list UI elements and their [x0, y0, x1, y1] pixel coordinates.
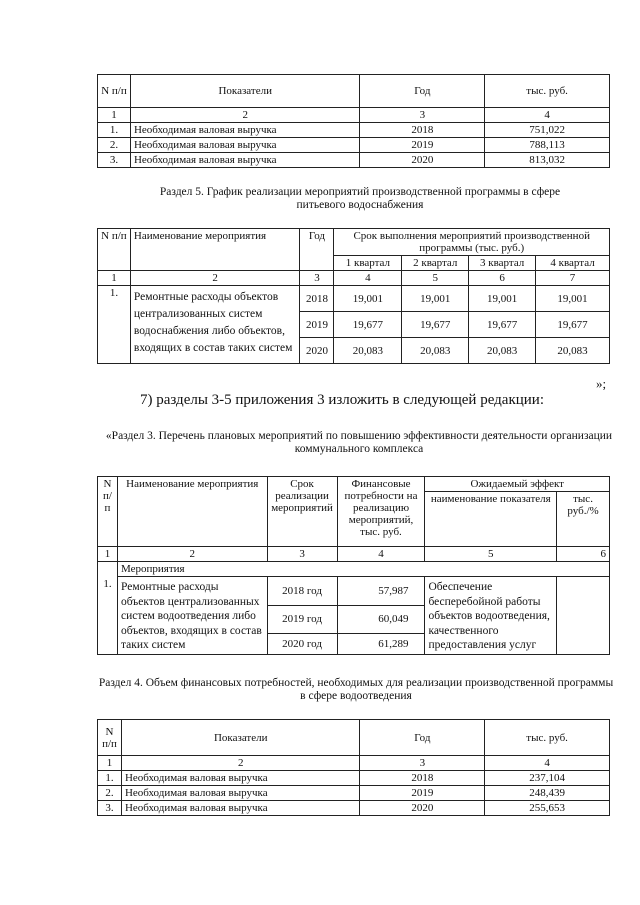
financial-need: 57,987	[337, 577, 425, 606]
col-header-year: Год	[300, 229, 334, 271]
indicator-name: Необходимая валовая выручка	[130, 138, 360, 153]
col-number: 1	[98, 547, 118, 562]
measures-table-wastewater	[97, 476, 610, 655]
col-header-term: Срок реализации мероприятий	[267, 477, 337, 547]
col-header-n: N п/п	[98, 229, 131, 271]
table-row	[98, 577, 610, 606]
col-number: 6	[469, 271, 536, 286]
event-name: Ремонтные расходы объектов централизованных систем водоотведения либо объектов, входящих в состав таких систем	[117, 577, 267, 655]
indicator-name: Необходимая валовая выручка	[121, 771, 360, 786]
event-name: Ремонтные расходы объектов централизованных систем водоснабжения либо объектов, входящих в состав таких систем	[130, 286, 300, 364]
col-number: 4	[485, 756, 610, 771]
row-number: 1.	[98, 286, 131, 364]
table-row	[98, 123, 610, 138]
value: 19,001	[334, 286, 402, 312]
group-label: Мероприятия	[117, 562, 609, 577]
value: 19,001	[469, 286, 536, 312]
quarter-header: 1 квартал	[334, 256, 402, 271]
col-header-n: N п/п	[98, 477, 118, 547]
indicator-name: Необходимая валовая выручка	[121, 786, 360, 801]
year: 2018	[300, 286, 334, 312]
table-row	[98, 801, 610, 816]
col-number: 3	[267, 547, 337, 562]
col-header-term: Срок выполнения мероприятий производственной программы (тыс. руб.)	[334, 229, 610, 256]
table-row	[98, 771, 610, 786]
year: 2019	[300, 312, 334, 338]
amount: 248,439	[485, 786, 610, 801]
col-number: 2	[130, 108, 360, 123]
row-number: 2.	[98, 138, 131, 153]
term: 2019 год	[267, 605, 337, 634]
col-header-amount: тыс. руб.	[485, 75, 610, 108]
quarter-header: 4 квартал	[536, 256, 610, 271]
term: 2020 год	[267, 634, 337, 654]
indicator-name: Необходимая валовая выручка	[130, 153, 360, 168]
col-header-year: Год	[360, 75, 485, 108]
section-4-title: Раздел 4. Объем финансовых потребностей, необходимых для реализации производственной программы в сфере водоотведения	[98, 677, 614, 702]
value: 20,083	[402, 338, 469, 364]
amount: 751,022	[485, 123, 610, 138]
quarter-header: 3 квартал	[469, 256, 536, 271]
table-row	[98, 786, 610, 801]
col-number: 7	[536, 271, 610, 286]
row-number: 3.	[98, 801, 122, 816]
year: 2019	[360, 786, 485, 801]
indicator-name: Необходимая валовая выручка	[130, 123, 360, 138]
year: 2019	[360, 138, 485, 153]
col-header-indicator: Показатели	[130, 75, 360, 108]
value: 19,677	[334, 312, 402, 338]
year: 2020	[360, 801, 485, 816]
value: 20,083	[536, 338, 610, 364]
row-number: 1.	[98, 771, 122, 786]
col-number: 1	[98, 756, 122, 771]
value: 19,677	[469, 312, 536, 338]
col-number: 5	[402, 271, 469, 286]
quarter-header: 2 квартал	[402, 256, 469, 271]
col-header-expected-effect: Ожидаемый эффект	[425, 477, 610, 492]
col-number: 2	[130, 271, 300, 286]
col-header-event-name: Наименование мероприятия	[130, 229, 300, 271]
col-header-unit: тыс. руб./%	[557, 492, 610, 547]
table-row	[98, 138, 610, 153]
item-7-text: 7) разделы 3-5 приложения 3 изложить в следующей редакции:	[140, 392, 544, 408]
year: 2018	[360, 123, 485, 138]
value: 19,001	[536, 286, 610, 312]
col-header-financial-needs: Финансовые потребности на реализацию мероприятий, тыс. руб.	[337, 477, 425, 547]
amount: 788,113	[485, 138, 610, 153]
value: 19,677	[536, 312, 610, 338]
col-number: 2	[117, 547, 267, 562]
year: 2020	[360, 153, 485, 168]
section-5-title: Раздел 5. График реализации мероприятий производственной программы в сфере питьевого водоснабжения	[159, 186, 561, 211]
value: 20,083	[334, 338, 402, 364]
term: 2018 год	[267, 577, 337, 606]
col-number: 4	[337, 547, 425, 562]
col-header-n: N п/п	[98, 75, 131, 108]
row-number: 3.	[98, 153, 131, 168]
indicator-name: Необходимая валовая выручка	[121, 801, 360, 816]
col-number: 5	[425, 547, 557, 562]
col-number: 2	[121, 756, 360, 771]
col-header-indicator-name: наименование показателя	[425, 492, 557, 547]
expected-effect: Обеспечение бесперебойной работы объектов водоотведения, качественного предоставления услуг	[425, 577, 557, 655]
row-number: 1.	[98, 123, 131, 138]
col-number: 4	[334, 271, 402, 286]
year: 2018	[360, 771, 485, 786]
col-number: 3	[360, 756, 485, 771]
amount: 813,032	[485, 153, 610, 168]
row-number: 1.	[98, 577, 118, 655]
closing-quote: »;	[596, 376, 607, 391]
financial-need: 60,049	[337, 605, 425, 634]
col-number: 1	[98, 108, 131, 123]
col-number: 3	[360, 108, 485, 123]
col-number: 6	[557, 547, 610, 562]
row-number: 2.	[98, 786, 122, 801]
table-row	[98, 153, 610, 168]
section-3-title: «Раздел 3. Перечень плановых мероприятий по повышению эффективности деятельности организации коммунального комплекса	[105, 430, 613, 455]
value: 19,677	[402, 312, 469, 338]
revenue-table-wastewater	[97, 719, 610, 816]
col-header-amount: тыс. руб.	[485, 720, 610, 756]
table-row	[98, 286, 610, 312]
col-header-event-name: Наименование мероприятия	[117, 477, 267, 547]
col-number: 3	[300, 271, 334, 286]
col-number: 4	[485, 108, 610, 123]
col-number: 1	[98, 271, 131, 286]
financial-need: 61,289	[337, 634, 425, 654]
col-header-indicator: Показатели	[121, 720, 360, 756]
value: 19,001	[402, 286, 469, 312]
revenue-table-water	[97, 74, 610, 168]
schedule-table-water	[97, 228, 610, 364]
year: 2020	[300, 338, 334, 364]
value: 20,083	[469, 338, 536, 364]
amount: 255,653	[485, 801, 610, 816]
col-header-year: Год	[360, 720, 485, 756]
col-header-n: N п/п	[98, 720, 122, 756]
amount: 237,104	[485, 771, 610, 786]
